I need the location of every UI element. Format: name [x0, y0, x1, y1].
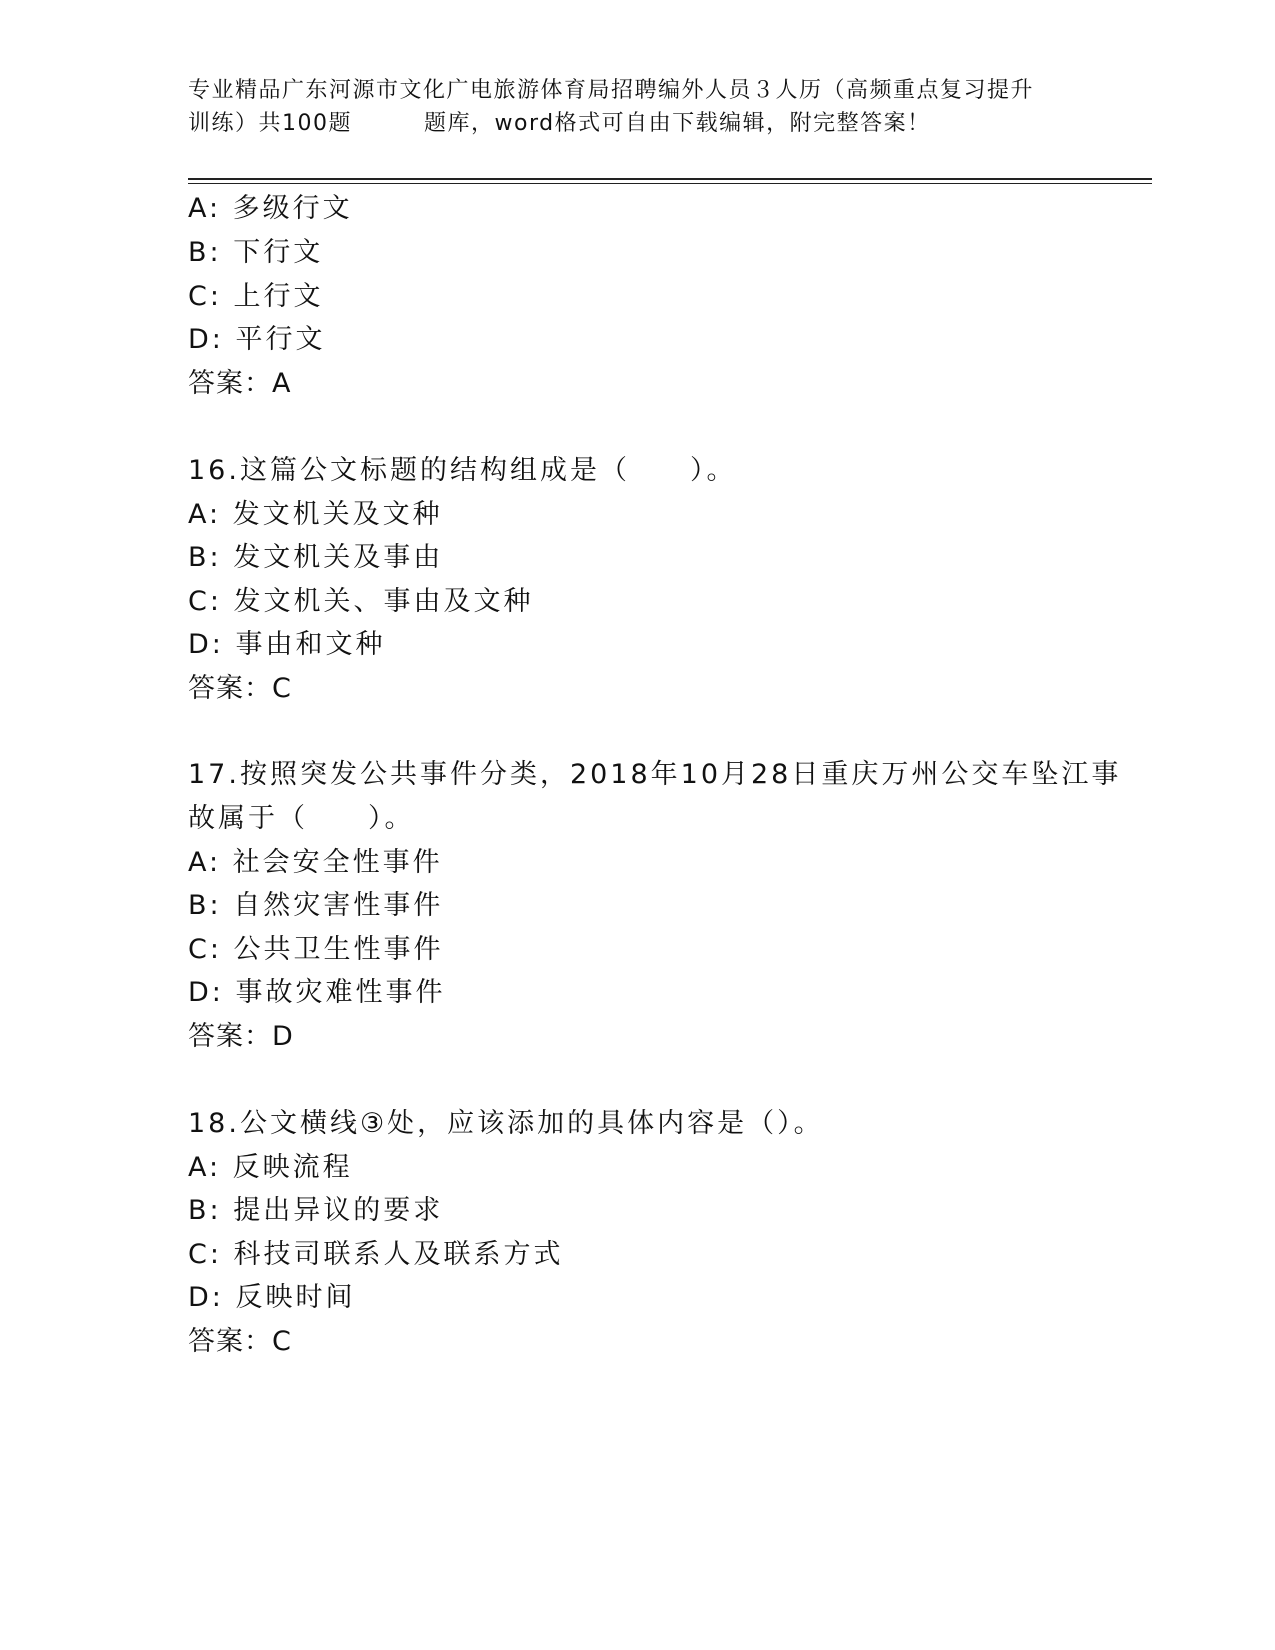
q16-option-a: A: 发文机关及文种	[188, 499, 443, 530]
q18-option-d: D: 反映时间	[188, 1282, 356, 1313]
header-line-2b: 题库，word格式可自由下载编辑，附完整答案！	[424, 111, 931, 136]
q17-option-d: D: 事故灾难性事件	[188, 977, 446, 1008]
q15-option-c: C: 上行文	[188, 281, 324, 312]
header-rule-thick	[188, 178, 1152, 180]
q18-option-a: A: 反映流程	[188, 1152, 353, 1183]
q16-option-c: C: 发文机关、事由及文种	[188, 586, 534, 617]
document-header	[188, 74, 1148, 140]
q18-option-b: B: 提出异议的要求	[188, 1195, 444, 1226]
q17-option-c: C: 公共卫生性事件	[188, 934, 444, 965]
header-line-1: 专业精品广东河源市文化广电旅游体育局招聘编外人员３人历（高频重点复习提升	[188, 78, 1035, 103]
q18-answer: 答案：C	[188, 1326, 292, 1357]
q17-option-b: B: 自然灾害性事件	[188, 890, 444, 921]
q18-stem: 18.公文横线③处，应该添加的具体内容是（）。	[188, 1108, 824, 1139]
q15-answer: 答案：A	[188, 368, 292, 399]
q17-answer: 答案：D	[188, 1021, 294, 1052]
q16-stem: 16.这篇公文标题的结构组成是（ ）。	[188, 455, 737, 486]
q15-option-a: A: 多级行文	[188, 193, 353, 224]
q17-stem-line-2: 故属于（ ）。	[188, 803, 415, 834]
header-line-2	[188, 107, 1148, 140]
q17-option-a: A: 社会安全性事件	[188, 847, 443, 878]
q18-option-c: C: 科技司联系人及联系方式	[188, 1239, 564, 1270]
header-rule-thin	[188, 183, 1152, 184]
q16-answer: 答案：C	[188, 673, 292, 704]
q15-option-b: B: 下行文	[188, 237, 324, 268]
header-line-2a: 训练）共100题	[188, 111, 352, 136]
q15-option-d: D: 平行文	[188, 324, 326, 355]
q16-option-b: B: 发文机关及事由	[188, 542, 444, 573]
q16-option-d: D: 事由和文种	[188, 629, 386, 660]
q17-stem-line-1: 17.按照突发公共事件分类，2018年10月28日重庆万州公交车坠江事	[188, 759, 1122, 790]
